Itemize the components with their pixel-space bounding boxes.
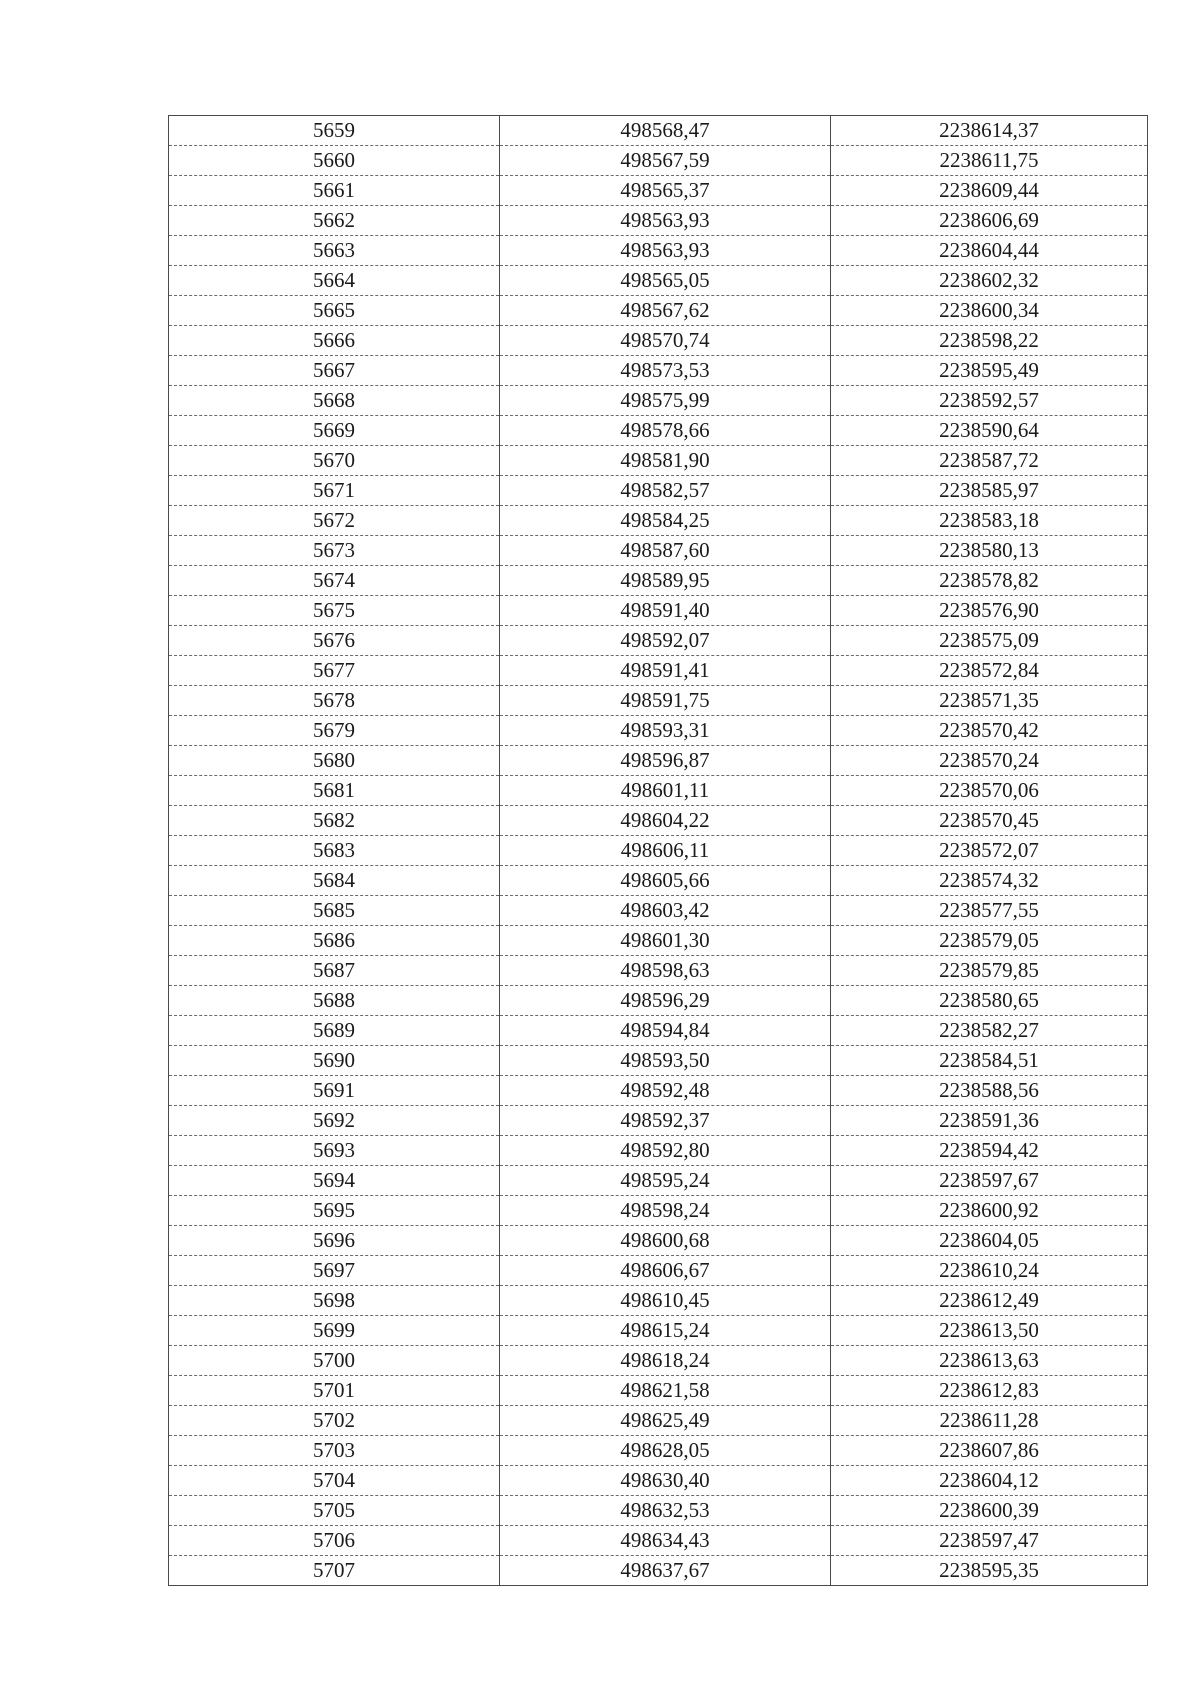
table-row xyxy=(169,146,1148,176)
x-coordinate-cell: 498581,90 xyxy=(500,446,831,476)
x-coordinate-cell: 498584,25 xyxy=(500,506,831,536)
x-coordinate-cell: 498591,75 xyxy=(500,686,831,716)
x-coordinate-cell: 498595,24 xyxy=(500,1166,831,1196)
point-number-cell: 5660 xyxy=(169,146,500,176)
y-coordinate-cell: 2238588,56 xyxy=(831,1076,1148,1106)
table-row xyxy=(169,716,1148,746)
x-coordinate-cell: 498592,07 xyxy=(500,626,831,656)
x-coordinate-cell: 498606,11 xyxy=(500,836,831,866)
x-coordinate-cell: 498606,67 xyxy=(500,1256,831,1286)
x-coordinate-cell: 498598,24 xyxy=(500,1196,831,1226)
table-row xyxy=(169,686,1148,716)
y-coordinate-cell: 2238595,49 xyxy=(831,356,1148,386)
x-coordinate-cell: 498570,74 xyxy=(500,326,831,356)
point-number-cell: 5691 xyxy=(169,1076,500,1106)
y-coordinate-cell: 2238570,42 xyxy=(831,716,1148,746)
point-number-cell: 5662 xyxy=(169,206,500,236)
point-number-cell: 5664 xyxy=(169,266,500,296)
point-number-cell: 5688 xyxy=(169,986,500,1016)
x-coordinate-cell: 498592,48 xyxy=(500,1076,831,1106)
y-coordinate-cell: 2238597,67 xyxy=(831,1166,1148,1196)
table-row xyxy=(169,1346,1148,1376)
y-coordinate-cell: 2238578,82 xyxy=(831,566,1148,596)
coordinates-table xyxy=(168,115,1148,1586)
x-coordinate-cell: 498578,66 xyxy=(500,416,831,446)
y-coordinate-cell: 2238587,72 xyxy=(831,446,1148,476)
table-row xyxy=(169,1286,1148,1316)
table-row xyxy=(169,896,1148,926)
table-row xyxy=(169,866,1148,896)
table-row xyxy=(169,1556,1148,1586)
y-coordinate-cell: 2238613,50 xyxy=(831,1316,1148,1346)
point-number-cell: 5665 xyxy=(169,296,500,326)
y-coordinate-cell: 2238602,32 xyxy=(831,266,1148,296)
y-coordinate-cell: 2238612,49 xyxy=(831,1286,1148,1316)
x-coordinate-cell: 498593,31 xyxy=(500,716,831,746)
table-row xyxy=(169,506,1148,536)
table-row xyxy=(169,1316,1148,1346)
y-coordinate-cell: 2238607,86 xyxy=(831,1436,1148,1466)
y-coordinate-cell: 2238577,55 xyxy=(831,896,1148,926)
y-coordinate-cell: 2238612,83 xyxy=(831,1376,1148,1406)
y-coordinate-cell: 2238570,06 xyxy=(831,776,1148,806)
table-row xyxy=(169,386,1148,416)
y-coordinate-cell: 2238614,37 xyxy=(831,116,1148,146)
table-row xyxy=(169,1376,1148,1406)
table-row xyxy=(169,446,1148,476)
point-number-cell: 5706 xyxy=(169,1526,500,1556)
x-coordinate-cell: 498634,43 xyxy=(500,1526,831,1556)
point-number-cell: 5693 xyxy=(169,1136,500,1166)
y-coordinate-cell: 2238575,09 xyxy=(831,626,1148,656)
y-coordinate-cell: 2238592,57 xyxy=(831,386,1148,416)
point-number-cell: 5675 xyxy=(169,596,500,626)
point-number-cell: 5669 xyxy=(169,416,500,446)
x-coordinate-cell: 498628,05 xyxy=(500,1436,831,1466)
y-coordinate-cell: 2238582,27 xyxy=(831,1016,1148,1046)
table-row xyxy=(169,656,1148,686)
table-row xyxy=(169,1166,1148,1196)
point-number-cell: 5659 xyxy=(169,116,500,146)
y-coordinate-cell: 2238595,35 xyxy=(831,1556,1148,1586)
table-row xyxy=(169,536,1148,566)
x-coordinate-cell: 498563,93 xyxy=(500,236,831,266)
table-row xyxy=(169,416,1148,446)
y-coordinate-cell: 2238600,34 xyxy=(831,296,1148,326)
y-coordinate-cell: 2238604,05 xyxy=(831,1226,1148,1256)
point-number-cell: 5680 xyxy=(169,746,500,776)
y-coordinate-cell: 2238613,63 xyxy=(831,1346,1148,1376)
table-row xyxy=(169,596,1148,626)
x-coordinate-cell: 498630,40 xyxy=(500,1466,831,1496)
table-row xyxy=(169,1526,1148,1556)
x-coordinate-cell: 498565,37 xyxy=(500,176,831,206)
x-coordinate-cell: 498593,50 xyxy=(500,1046,831,1076)
table-row xyxy=(169,326,1148,356)
table-row xyxy=(169,986,1148,1016)
x-coordinate-cell: 498604,22 xyxy=(500,806,831,836)
point-number-cell: 5676 xyxy=(169,626,500,656)
y-coordinate-cell: 2238574,32 xyxy=(831,866,1148,896)
table-row xyxy=(169,176,1148,206)
x-coordinate-cell: 498594,84 xyxy=(500,1016,831,1046)
table-row xyxy=(169,206,1148,236)
point-number-cell: 5672 xyxy=(169,506,500,536)
y-coordinate-cell: 2238570,45 xyxy=(831,806,1148,836)
y-coordinate-cell: 2238585,97 xyxy=(831,476,1148,506)
table-row xyxy=(169,1106,1148,1136)
table-row xyxy=(169,1406,1148,1436)
table-row xyxy=(169,776,1148,806)
point-number-cell: 5668 xyxy=(169,386,500,416)
x-coordinate-cell: 498589,95 xyxy=(500,566,831,596)
y-coordinate-cell: 2238600,39 xyxy=(831,1496,1148,1526)
point-number-cell: 5707 xyxy=(169,1556,500,1586)
y-coordinate-cell: 2238597,47 xyxy=(831,1526,1148,1556)
y-coordinate-cell: 2238590,64 xyxy=(831,416,1148,446)
y-coordinate-cell: 2238610,24 xyxy=(831,1256,1148,1286)
table-row xyxy=(169,296,1148,326)
table-row xyxy=(169,1196,1148,1226)
x-coordinate-cell: 498575,99 xyxy=(500,386,831,416)
point-number-cell: 5671 xyxy=(169,476,500,506)
table-row xyxy=(169,1136,1148,1166)
point-number-cell: 5700 xyxy=(169,1346,500,1376)
point-number-cell: 5666 xyxy=(169,326,500,356)
x-coordinate-cell: 498637,67 xyxy=(500,1556,831,1586)
x-coordinate-cell: 498603,42 xyxy=(500,896,831,926)
point-number-cell: 5674 xyxy=(169,566,500,596)
x-coordinate-cell: 498565,05 xyxy=(500,266,831,296)
x-coordinate-cell: 498563,93 xyxy=(500,206,831,236)
table-row xyxy=(169,1256,1148,1286)
point-number-cell: 5684 xyxy=(169,866,500,896)
x-coordinate-cell: 498592,80 xyxy=(500,1136,831,1166)
y-coordinate-cell: 2238609,44 xyxy=(831,176,1148,206)
point-number-cell: 5679 xyxy=(169,716,500,746)
table-row xyxy=(169,236,1148,266)
y-coordinate-cell: 2238576,90 xyxy=(831,596,1148,626)
point-number-cell: 5677 xyxy=(169,656,500,686)
point-number-cell: 5663 xyxy=(169,236,500,266)
x-coordinate-cell: 498573,53 xyxy=(500,356,831,386)
x-coordinate-cell: 498625,49 xyxy=(500,1406,831,1436)
table-row xyxy=(169,1466,1148,1496)
point-number-cell: 5678 xyxy=(169,686,500,716)
x-coordinate-cell: 498615,24 xyxy=(500,1316,831,1346)
x-coordinate-cell: 498621,58 xyxy=(500,1376,831,1406)
point-number-cell: 5690 xyxy=(169,1046,500,1076)
x-coordinate-cell: 498591,41 xyxy=(500,656,831,686)
y-coordinate-cell: 2238580,13 xyxy=(831,536,1148,566)
table-row xyxy=(169,1226,1148,1256)
table-row xyxy=(169,836,1148,866)
point-number-cell: 5701 xyxy=(169,1376,500,1406)
point-number-cell: 5698 xyxy=(169,1286,500,1316)
table-row xyxy=(169,1046,1148,1076)
y-coordinate-cell: 2238579,05 xyxy=(831,926,1148,956)
table-row xyxy=(169,1436,1148,1466)
point-number-cell: 5689 xyxy=(169,1016,500,1046)
y-coordinate-cell: 2238579,85 xyxy=(831,956,1148,986)
table-row xyxy=(169,266,1148,296)
x-coordinate-cell: 498601,30 xyxy=(500,926,831,956)
point-number-cell: 5695 xyxy=(169,1196,500,1226)
x-coordinate-cell: 498582,57 xyxy=(500,476,831,506)
point-number-cell: 5692 xyxy=(169,1106,500,1136)
y-coordinate-cell: 2238570,24 xyxy=(831,746,1148,776)
x-coordinate-cell: 498591,40 xyxy=(500,596,831,626)
table-row xyxy=(169,956,1148,986)
x-coordinate-cell: 498587,60 xyxy=(500,536,831,566)
point-number-cell: 5687 xyxy=(169,956,500,986)
table-row xyxy=(169,746,1148,776)
point-number-cell: 5673 xyxy=(169,536,500,566)
table-row xyxy=(169,626,1148,656)
table-row xyxy=(169,806,1148,836)
point-number-cell: 5699 xyxy=(169,1316,500,1346)
table-row xyxy=(169,1016,1148,1046)
point-number-cell: 5670 xyxy=(169,446,500,476)
point-number-cell: 5696 xyxy=(169,1226,500,1256)
point-number-cell: 5703 xyxy=(169,1436,500,1466)
table-row xyxy=(169,1076,1148,1106)
y-coordinate-cell: 2238584,51 xyxy=(831,1046,1148,1076)
point-number-cell: 5697 xyxy=(169,1256,500,1286)
y-coordinate-cell: 2238604,12 xyxy=(831,1466,1148,1496)
x-coordinate-cell: 498618,24 xyxy=(500,1346,831,1376)
y-coordinate-cell: 2238591,36 xyxy=(831,1106,1148,1136)
table-row xyxy=(169,926,1148,956)
x-coordinate-cell: 498598,63 xyxy=(500,956,831,986)
y-coordinate-cell: 2238572,84 xyxy=(831,656,1148,686)
y-coordinate-cell: 2238571,35 xyxy=(831,686,1148,716)
point-number-cell: 5705 xyxy=(169,1496,500,1526)
x-coordinate-cell: 498592,37 xyxy=(500,1106,831,1136)
x-coordinate-cell: 498600,68 xyxy=(500,1226,831,1256)
point-number-cell: 5682 xyxy=(169,806,500,836)
point-number-cell: 5661 xyxy=(169,176,500,206)
point-number-cell: 5681 xyxy=(169,776,500,806)
point-number-cell: 5667 xyxy=(169,356,500,386)
point-number-cell: 5694 xyxy=(169,1166,500,1196)
coordinates-table-body xyxy=(169,116,1148,1586)
point-number-cell: 5704 xyxy=(169,1466,500,1496)
x-coordinate-cell: 498632,53 xyxy=(500,1496,831,1526)
point-number-cell: 5702 xyxy=(169,1406,500,1436)
y-coordinate-cell: 2238604,44 xyxy=(831,236,1148,266)
x-coordinate-cell: 498610,45 xyxy=(500,1286,831,1316)
x-coordinate-cell: 498605,66 xyxy=(500,866,831,896)
table-row xyxy=(169,116,1148,146)
y-coordinate-cell: 2238594,42 xyxy=(831,1136,1148,1166)
table-row xyxy=(169,476,1148,506)
y-coordinate-cell: 2238598,22 xyxy=(831,326,1148,356)
y-coordinate-cell: 2238611,75 xyxy=(831,146,1148,176)
y-coordinate-cell: 2238600,92 xyxy=(831,1196,1148,1226)
point-number-cell: 5683 xyxy=(169,836,500,866)
y-coordinate-cell: 2238583,18 xyxy=(831,506,1148,536)
y-coordinate-cell: 2238572,07 xyxy=(831,836,1148,866)
table-row xyxy=(169,1496,1148,1526)
x-coordinate-cell: 498601,11 xyxy=(500,776,831,806)
table-row xyxy=(169,356,1148,386)
x-coordinate-cell: 498596,29 xyxy=(500,986,831,1016)
table-row xyxy=(169,566,1148,596)
x-coordinate-cell: 498567,62 xyxy=(500,296,831,326)
point-number-cell: 5686 xyxy=(169,926,500,956)
y-coordinate-cell: 2238606,69 xyxy=(831,206,1148,236)
x-coordinate-cell: 498567,59 xyxy=(500,146,831,176)
y-coordinate-cell: 2238580,65 xyxy=(831,986,1148,1016)
x-coordinate-cell: 498596,87 xyxy=(500,746,831,776)
y-coordinate-cell: 2238611,28 xyxy=(831,1406,1148,1436)
x-coordinate-cell: 498568,47 xyxy=(500,116,831,146)
point-number-cell: 5685 xyxy=(169,896,500,926)
